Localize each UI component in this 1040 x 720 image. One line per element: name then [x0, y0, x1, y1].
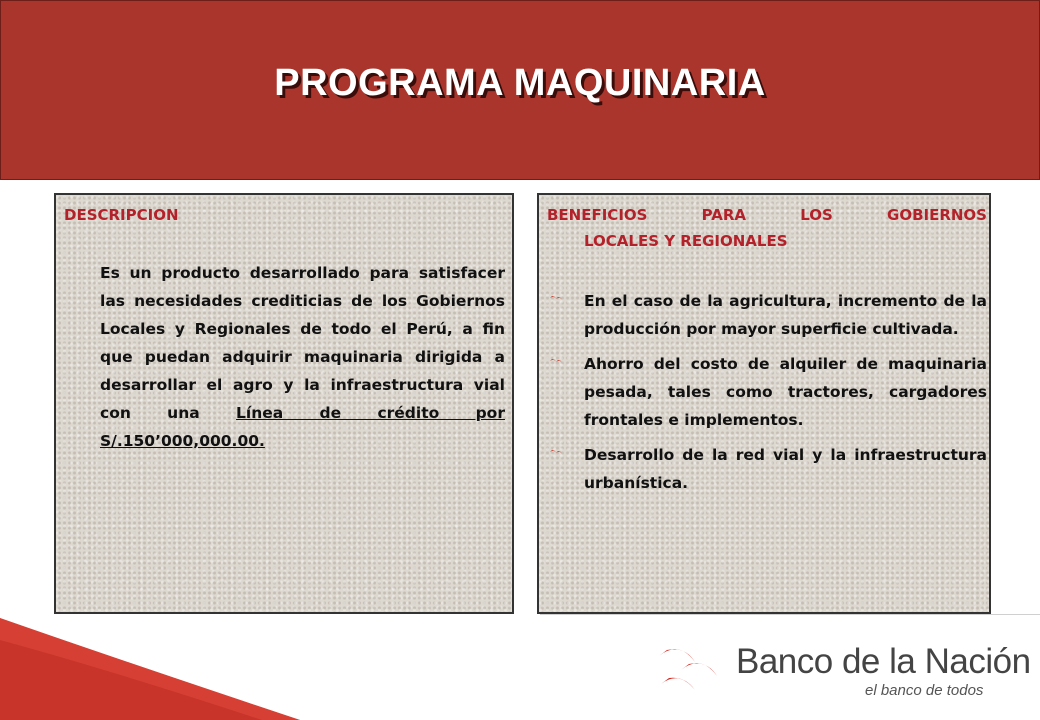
swoosh-bullet-icon	[547, 287, 569, 315]
red-swoosh-decoration	[0, 600, 300, 720]
description-panel	[54, 193, 514, 614]
benefits-panel	[537, 193, 991, 614]
benefit-text: Desarrollo de la red vial y la infraestructura urbanística.	[584, 446, 987, 492]
swoosh-bullet-icon	[547, 350, 569, 378]
benefit-text: En el caso de la agricultura, incremento de la producción por mayor superficie cultivada.	[584, 292, 987, 338]
list-item	[547, 287, 987, 343]
description-text	[100, 259, 505, 455]
footer-divider	[540, 614, 1040, 615]
list-item	[547, 441, 987, 497]
benefits-heading-line1: BENEFICIOS PARA LOS GOBIERNOS	[547, 206, 987, 224]
credit-line-text: Línea de crédito por S/.150’000,000.00.	[100, 404, 505, 450]
swoosh-bullet-icon	[547, 441, 569, 469]
banco-de-la-nacion-logo-icon	[655, 636, 745, 702]
description-body: Es un producto desarrollado para satisfacer las necesidades crediticias de los Gobiernos Locales y Regionales de todo el Perú, a fin que puedan adquirir maquinaria dirigida a desarrollar el agro y la infraestructura vial con una	[100, 264, 505, 422]
benefit-text: Ahorro del costo de alquiler de maquinaria pesada, tales como tractores, cargadores frontales e implementos.	[584, 355, 987, 429]
benefits-heading-line2: LOCALES Y REGIONALES	[584, 232, 788, 250]
brand-name: Banco de la Nación	[736, 642, 1031, 681]
slide-title: PROGRAMA MAQUINARIA	[274, 62, 766, 104]
benefits-list	[547, 287, 987, 504]
brand-tagline: el banco de todos	[865, 682, 984, 699]
list-item	[547, 350, 987, 434]
benefits-heading	[547, 202, 987, 254]
description-heading: DESCRIPCION	[64, 206, 179, 224]
